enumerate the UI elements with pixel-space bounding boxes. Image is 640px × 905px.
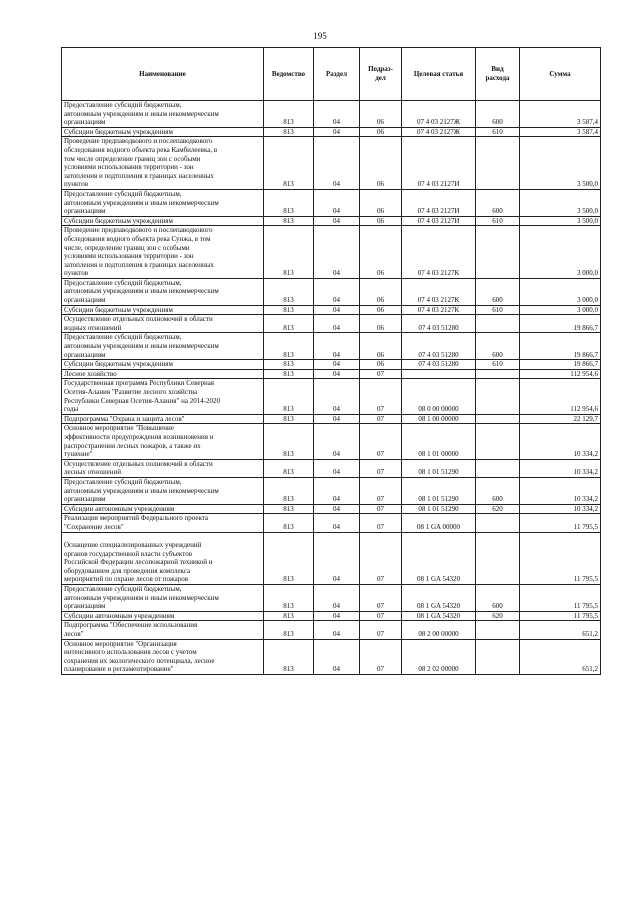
row-name-line: эффективности предупреждения возникновения и — [64, 432, 214, 441]
row-amount: 3 000,0 — [520, 305, 601, 315]
row-name-line: органов государственной власти субъектов — [64, 549, 193, 558]
row-name — [62, 360, 264, 370]
row-amount: 19 866,7 — [520, 360, 601, 370]
table-row — [62, 101, 601, 128]
row-name-line: Основное мероприятие "Организация — [64, 639, 177, 648]
row-name-line: автономным учреждениям и иным некоммерческим — [64, 198, 219, 207]
row-name-line: лесных отношений — [64, 468, 122, 477]
row-target-article: 08 1 01 00000 — [402, 424, 476, 459]
row-name-line: сохранения их экологического потенциала, лесное — [64, 656, 215, 665]
header-subsection: Подраз- дел — [360, 48, 402, 101]
header-name: Наименование — [62, 48, 264, 101]
row-section: 04 — [314, 639, 360, 674]
table-row — [62, 621, 601, 639]
table-row — [62, 226, 601, 279]
row-subsection: 07 — [360, 424, 402, 459]
row-subsection: 07 — [360, 459, 402, 477]
row-name-line: Основное мероприятие "Повышение — [64, 424, 174, 433]
row-target-article: 08 2 02 00000 — [402, 639, 476, 674]
row-name — [62, 477, 264, 504]
row-department: 813 — [264, 127, 314, 137]
row-name-line: годы — [64, 405, 79, 414]
page-number: 195 — [313, 31, 327, 41]
table-header — [62, 48, 601, 101]
row-target-article: 08 1 GA 00000 — [402, 514, 476, 532]
row-subsection: 07 — [360, 585, 402, 612]
budget-table — [61, 47, 601, 675]
row-subsection: 07 — [360, 611, 402, 621]
row-name — [62, 315, 264, 333]
row-expense-type — [476, 137, 520, 190]
table-row — [62, 360, 601, 370]
row-name — [62, 216, 264, 226]
row-name — [62, 379, 264, 414]
row-name — [62, 226, 264, 279]
row-expense-type: 600 — [476, 477, 520, 504]
row-name — [62, 333, 264, 360]
row-department: 813 — [264, 315, 314, 333]
table-row — [62, 514, 601, 532]
row-name-line: Предоставление субсидий бюджетным, — [64, 333, 182, 342]
row-department: 813 — [264, 278, 314, 305]
row-section: 04 — [314, 424, 360, 459]
row-section: 04 — [314, 459, 360, 477]
row-name — [62, 532, 264, 585]
row-department: 813 — [264, 189, 314, 216]
table-row — [62, 333, 601, 360]
header-section: Раздел — [314, 48, 360, 101]
table-row — [62, 379, 601, 414]
row-name-line: Осетия-Алания "Развитие лесного хозяйства — [64, 388, 198, 396]
row-amount: 22 129,7 — [520, 414, 601, 424]
row-name-line: планирование и регламентирование" — [64, 665, 174, 674]
header-row — [62, 48, 601, 101]
row-section: 04 — [314, 360, 360, 370]
row-amount: 3 587,4 — [520, 101, 601, 128]
row-target-article: 08 1 GA 54320 — [402, 611, 476, 621]
row-name-line: распространения лесных пожаров, а также их — [64, 441, 201, 450]
row-amount: 112 954,6 — [520, 369, 601, 379]
row-name-line: Подпрограмма "Охрана и защита лесов" — [64, 414, 185, 423]
row-expense-type: 610 — [476, 127, 520, 137]
row-subsection: 07 — [360, 639, 402, 674]
row-target-article — [402, 369, 476, 379]
table-row — [62, 127, 601, 137]
row-name — [62, 459, 264, 477]
table-row — [62, 424, 601, 459]
row-department: 813 — [264, 424, 314, 459]
row-name-line: Лесное хозяйство — [64, 369, 117, 378]
row-department: 813 — [264, 137, 314, 190]
row-amount: 3 000,0 — [520, 278, 601, 305]
row-name-line: условиями использования территории - зон — [64, 252, 194, 261]
row-name-line: Осуществление отдельных полномочий в области — [64, 459, 213, 468]
row-expense-type — [476, 369, 520, 379]
row-name-line: Государственная программа Республики Северная — [64, 379, 215, 388]
row-expense-type — [476, 532, 520, 585]
row-target-article: 07 4 03 2127Ж — [402, 101, 476, 128]
row-name — [62, 639, 264, 674]
row-name-line: организациям — [64, 207, 106, 216]
row-department: 813 — [264, 414, 314, 424]
row-amount: 11 795,5 — [520, 611, 601, 621]
row-target-article: 07 4 03 51280 — [402, 333, 476, 360]
table-row — [62, 137, 601, 190]
row-target-article: 08 1 GA 54320 — [402, 532, 476, 585]
table-row — [62, 459, 601, 477]
table-row — [62, 477, 601, 504]
row-amount: 651,2 — [520, 621, 601, 639]
row-name-line: организациям — [64, 118, 106, 127]
row-name-line: автономным учреждениям и иным некоммерческим — [64, 342, 219, 351]
row-expense-type — [476, 639, 520, 674]
row-expense-type — [476, 514, 520, 532]
row-subsection: 06 — [360, 226, 402, 279]
row-name-line: организациям — [64, 602, 106, 611]
row-amount: 3 500,0 — [520, 137, 601, 190]
row-expense-type: 600 — [476, 189, 520, 216]
row-name-line: организациям — [64, 350, 106, 359]
row-name-line: оборудованием для проведения комплекса — [64, 566, 191, 575]
row-section: 04 — [314, 333, 360, 360]
row-subsection: 06 — [360, 360, 402, 370]
row-section: 04 — [314, 137, 360, 190]
row-department: 813 — [264, 226, 314, 279]
row-target-article: 07 4 03 2127К — [402, 226, 476, 279]
header-expense-type: Вид расхода — [476, 48, 520, 101]
row-name — [62, 504, 264, 514]
row-target-article: 07 4 03 2127И — [402, 189, 476, 216]
row-name-line — [64, 533, 261, 542]
row-section: 04 — [314, 379, 360, 414]
row-expense-type — [476, 379, 520, 414]
row-expense-type — [476, 459, 520, 477]
row-name-line: мероприятий по охране лесов от пожаров — [64, 575, 189, 584]
row-target-article: 07 4 03 51280 — [402, 360, 476, 370]
row-name-line: автономным учреждениям и иным некоммерческим — [64, 593, 219, 602]
row-subsection: 06 — [360, 305, 402, 315]
row-name-line: Предоставление субсидий бюджетным, — [64, 278, 182, 287]
row-expense-type: 610 — [476, 360, 520, 370]
table-row — [62, 532, 601, 585]
row-name-line: Субсидии бюджетным учреждениям — [64, 305, 173, 314]
row-expense-type: 600 — [476, 101, 520, 128]
row-section: 04 — [314, 611, 360, 621]
row-amount: 11 795,5 — [520, 532, 601, 585]
table-row — [62, 414, 601, 424]
row-name-line: пунктов — [64, 269, 89, 278]
row-section: 04 — [314, 226, 360, 279]
row-name-line: том числе определение границ зон с особыми — [64, 154, 201, 163]
row-expense-type — [476, 315, 520, 333]
row-subsection: 07 — [360, 477, 402, 504]
row-name-line: автономным учреждениям и иным некоммерческим — [64, 287, 219, 296]
row-name — [62, 278, 264, 305]
row-subsection: 07 — [360, 514, 402, 532]
row-expense-type: 620 — [476, 504, 520, 514]
row-name — [62, 611, 264, 621]
row-amount: 11 795,5 — [520, 585, 601, 612]
row-section: 04 — [314, 504, 360, 514]
row-target-article: 07 4 03 2127И — [402, 137, 476, 190]
row-name-line: числе, определение границ зон с особыми — [64, 243, 190, 252]
row-amount: 19 866,7 — [520, 333, 601, 360]
row-name-line: Реализация мероприятий Федерального проекта — [64, 514, 209, 523]
row-name-line: тушение" — [64, 450, 93, 459]
row-expense-type — [476, 424, 520, 459]
row-expense-type — [476, 414, 520, 424]
row-subsection: 07 — [360, 369, 402, 379]
row-name-line: автономным учреждениям и иным некоммерческим — [64, 486, 219, 495]
row-name-line: обследования водного объекта река Камбилеевка, в — [64, 145, 218, 154]
row-subsection: 06 — [360, 137, 402, 190]
row-expense-type: 620 — [476, 611, 520, 621]
row-subsection: 07 — [360, 414, 402, 424]
table-row — [62, 305, 601, 315]
row-target-article: 07 4 03 2127К — [402, 278, 476, 305]
row-department: 813 — [264, 369, 314, 379]
row-section: 04 — [314, 101, 360, 128]
table-row — [62, 639, 601, 674]
row-name-line: Оснащение специализированных учреждений — [64, 541, 202, 550]
row-name-line: водных отношений — [64, 323, 122, 332]
row-section: 04 — [314, 127, 360, 137]
row-name — [62, 101, 264, 128]
row-amount: 10 334,2 — [520, 459, 601, 477]
row-name-line: интенсивного использования лесов с учетом — [64, 648, 197, 657]
row-amount: 10 334,2 — [520, 424, 601, 459]
row-department: 813 — [264, 101, 314, 128]
row-amount: 3 000,0 — [520, 226, 601, 279]
row-name-line: автономным учреждениям и иным некоммерческим — [64, 109, 219, 118]
header-target-article: Целевая статья — [402, 48, 476, 101]
row-amount: 10 334,2 — [520, 477, 601, 504]
row-section: 04 — [314, 532, 360, 585]
row-department: 813 — [264, 514, 314, 532]
row-subsection: 06 — [360, 189, 402, 216]
row-name-line: Субсидии бюджетным учреждениям — [64, 127, 173, 136]
row-department: 813 — [264, 379, 314, 414]
row-name — [62, 369, 264, 379]
row-name-line: Предоставление субсидий бюджетным, — [64, 101, 182, 109]
row-section: 04 — [314, 621, 360, 639]
row-amount: 3 500,0 — [520, 216, 601, 226]
row-expense-type — [476, 226, 520, 279]
row-name — [62, 127, 264, 137]
row-name — [62, 514, 264, 532]
row-department: 813 — [264, 216, 314, 226]
row-name-line: Подпрограмма "Обеспечение использования — [64, 621, 198, 630]
row-expense-type — [476, 621, 520, 639]
row-name-line: затопления и подтопления в границах населенных — [64, 260, 214, 269]
row-name-line: затопления и подтопления в границах населенных — [64, 171, 214, 180]
row-amount: 3 587,4 — [520, 127, 601, 137]
row-target-article: 07 4 03 2127И — [402, 216, 476, 226]
row-name-line: Предоставление субсидий бюджетным, — [64, 585, 182, 594]
row-name-line: организациям — [64, 495, 106, 504]
row-subsection: 06 — [360, 216, 402, 226]
row-name-line: Проведение предпаводкового и послепаводкового — [64, 226, 213, 235]
row-subsection: 06 — [360, 278, 402, 305]
row-subsection: 06 — [360, 333, 402, 360]
row-section: 04 — [314, 189, 360, 216]
row-name — [62, 414, 264, 424]
row-department: 813 — [264, 611, 314, 621]
row-department: 813 — [264, 360, 314, 370]
table-body — [62, 101, 601, 675]
table-row — [62, 369, 601, 379]
row-subsection: 07 — [360, 532, 402, 585]
row-section: 04 — [314, 514, 360, 532]
row-name — [62, 621, 264, 639]
table-row — [62, 189, 601, 216]
table-row — [62, 585, 601, 612]
row-target-article: 08 1 01 51290 — [402, 459, 476, 477]
row-expense-type: 600 — [476, 333, 520, 360]
row-amount: 112 954,6 — [520, 379, 601, 414]
row-expense-type: 600 — [476, 585, 520, 612]
row-target-article: 08 1 01 51290 — [402, 477, 476, 504]
table-row — [62, 611, 601, 621]
row-name — [62, 189, 264, 216]
header-amount: Сумма — [520, 48, 601, 101]
row-expense-type: 610 — [476, 216, 520, 226]
row-section: 04 — [314, 315, 360, 333]
table-row — [62, 216, 601, 226]
row-name — [62, 424, 264, 459]
row-department: 813 — [264, 585, 314, 612]
row-department: 813 — [264, 504, 314, 514]
row-subsection: 07 — [360, 621, 402, 639]
row-name-line: пунктов — [64, 180, 89, 189]
row-department: 813 — [264, 477, 314, 504]
row-name-line: Субсидии автономным учреждениям — [64, 504, 175, 513]
row-department: 813 — [264, 532, 314, 585]
row-expense-type: 600 — [476, 278, 520, 305]
row-target-article: 08 1 00 00000 — [402, 414, 476, 424]
row-section: 04 — [314, 278, 360, 305]
row-department: 813 — [264, 459, 314, 477]
row-name-line: "Сохранение лесов" — [64, 522, 124, 531]
row-name-line: организациям — [64, 296, 106, 305]
row-name-line: Субсидии автономным учреждениям — [64, 611, 175, 620]
row-section: 04 — [314, 305, 360, 315]
row-amount: 11 795,5 — [520, 514, 601, 532]
row-name — [62, 305, 264, 315]
table-row — [62, 278, 601, 305]
row-name-line: Республики Северная Осетия-Алания" на 2014-2020 — [64, 396, 221, 405]
row-name-line: Предоставление субсидий бюджетным, — [64, 189, 182, 198]
row-target-article: 07 4 03 51280 — [402, 315, 476, 333]
row-name-line: Российской Федерации лесопожарной техникой и — [64, 558, 213, 567]
row-section: 04 — [314, 477, 360, 504]
row-amount: 19 866,7 — [520, 315, 601, 333]
row-name-line: Субсидии бюджетным учреждениям — [64, 360, 173, 369]
row-amount: 10 334,2 — [520, 504, 601, 514]
row-target-article: 08 2 00 00000 — [402, 621, 476, 639]
row-section: 04 — [314, 414, 360, 424]
row-subsection: 07 — [360, 504, 402, 514]
row-department: 813 — [264, 639, 314, 674]
row-name-line: условиями использования территории - зон — [64, 163, 194, 172]
row-name — [62, 585, 264, 612]
row-target-article: 07 4 03 2127Ж — [402, 127, 476, 137]
header-department: Ведомство — [264, 48, 314, 101]
table-row — [62, 504, 601, 514]
row-name — [62, 137, 264, 190]
row-expense-type: 610 — [476, 305, 520, 315]
row-section: 04 — [314, 585, 360, 612]
row-department: 813 — [264, 333, 314, 360]
row-subsection: 06 — [360, 127, 402, 137]
table-row — [62, 315, 601, 333]
row-target-article: 07 4 03 2127К — [402, 305, 476, 315]
row-name-line: обследования водного объекта река Сунжа, в том — [64, 234, 211, 243]
row-amount: 3 500,0 — [520, 189, 601, 216]
row-target-article: 08 1 01 51290 — [402, 504, 476, 514]
row-subsection: 06 — [360, 315, 402, 333]
row-name-line: лесов" — [64, 630, 84, 639]
row-department: 813 — [264, 621, 314, 639]
row-section: 04 — [314, 369, 360, 379]
row-name-line: Осуществление отдельных полномочий в области — [64, 315, 213, 324]
row-department: 813 — [264, 305, 314, 315]
row-name-line: Субсидии бюджетным учреждениям — [64, 216, 173, 225]
row-target-article: 08 1 GA 54320 — [402, 585, 476, 612]
row-subsection: 06 — [360, 101, 402, 128]
row-section: 04 — [314, 216, 360, 226]
row-amount: 651,2 — [520, 639, 601, 674]
row-name-line: Проведение предпаводкового и послепаводкового — [64, 137, 213, 146]
row-subsection: 07 — [360, 379, 402, 414]
row-target-article: 08 0 00 00000 — [402, 379, 476, 414]
row-name-line: Предоставление субсидий бюджетным, — [64, 477, 182, 486]
